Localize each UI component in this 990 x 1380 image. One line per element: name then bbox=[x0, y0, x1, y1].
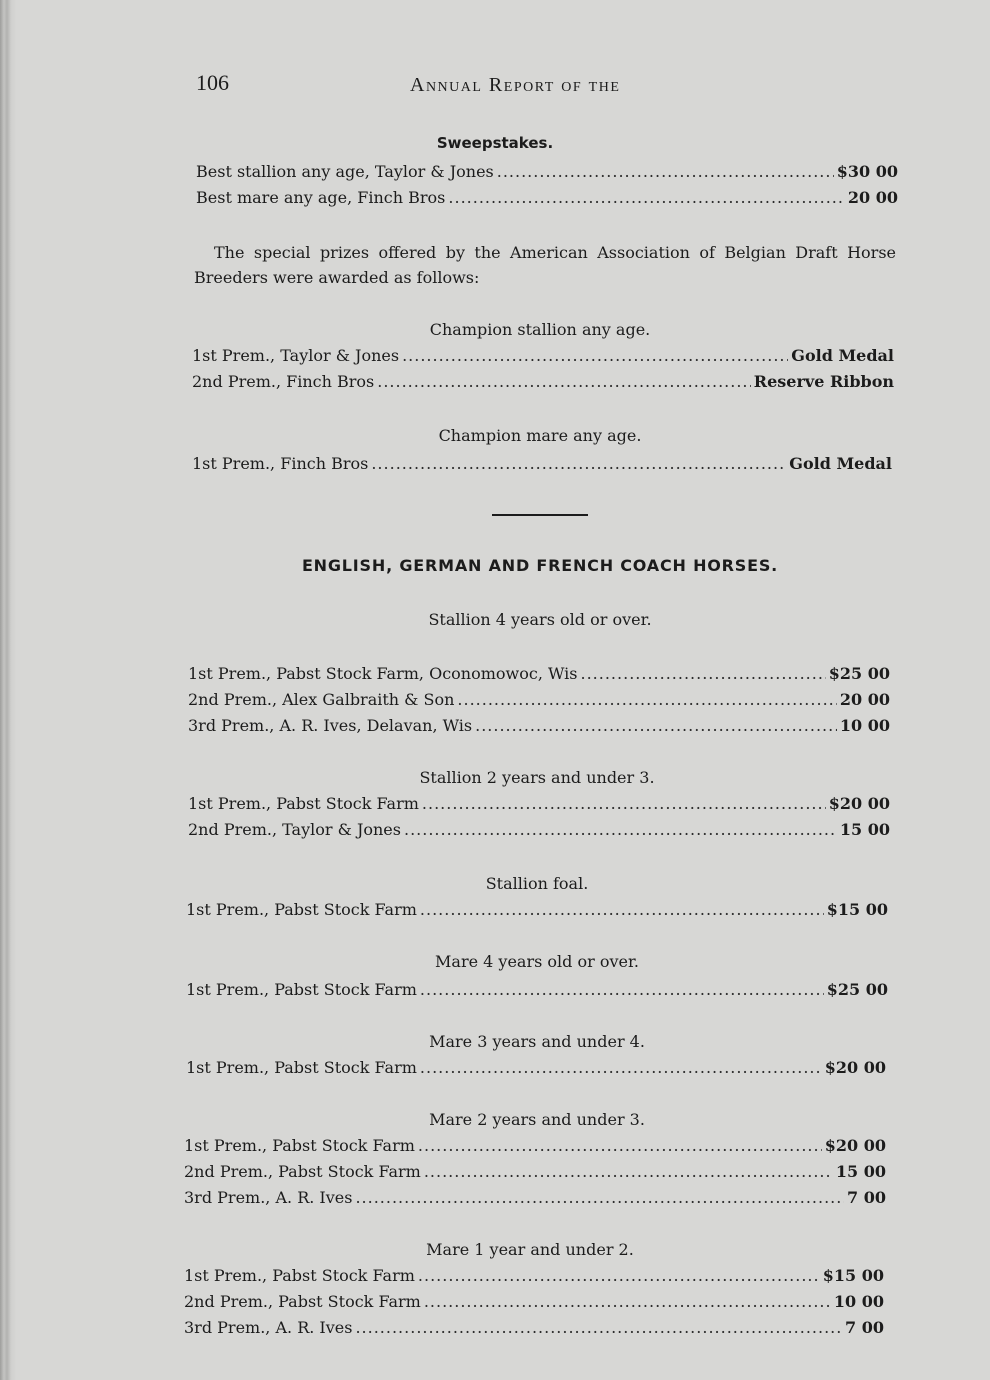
row-label: 3rd Prem., A. R. Ives bbox=[184, 1318, 353, 1337]
leader-dots bbox=[424, 1292, 831, 1311]
row-label: 2nd Prem., Pabst Stock Farm bbox=[184, 1162, 421, 1181]
row-amount: 10 00 bbox=[833, 1292, 884, 1311]
row-label: 1st Prem., Pabst Stock Farm bbox=[186, 980, 417, 999]
row-amount: 7 00 bbox=[845, 1318, 884, 1337]
row-amount: 10 00 bbox=[839, 716, 890, 735]
row-label: 3rd Prem., A. R. Ives bbox=[184, 1188, 353, 1207]
champion-mare-heading: Champion mare any age. bbox=[438, 426, 642, 445]
champion-stallion-row bbox=[192, 372, 894, 391]
row-amount: 15 00 bbox=[835, 1162, 886, 1181]
leader-dots bbox=[355, 1188, 844, 1207]
row-amount: 7 00 bbox=[847, 1188, 886, 1207]
stallion-4-row bbox=[188, 716, 890, 735]
leader-dots bbox=[448, 188, 845, 207]
stallion-2-row bbox=[188, 794, 890, 813]
sweepstakes-heading: Sweepstakes. bbox=[436, 134, 554, 152]
row-amount: $20 00 bbox=[828, 794, 890, 813]
sweepstakes-row bbox=[196, 162, 898, 181]
row-label: 2nd Prem., Finch Bros bbox=[192, 372, 375, 391]
leader-dots bbox=[420, 900, 824, 919]
leader-dots bbox=[422, 794, 826, 813]
row-amount: 15 00 bbox=[839, 820, 890, 839]
leader-dots bbox=[402, 346, 788, 365]
row-label: 1st Prem., Pabst Stock Farm bbox=[186, 1058, 417, 1077]
mare-4-heading: Mare 4 years old or over. bbox=[435, 952, 639, 971]
row-amount: Gold Medal bbox=[789, 454, 892, 473]
mare-1-row bbox=[184, 1318, 884, 1337]
row-amount: $20 00 bbox=[824, 1058, 886, 1077]
page-number: 106 bbox=[196, 70, 229, 95]
mare-3-row bbox=[186, 1058, 886, 1077]
leader-dots bbox=[424, 1162, 833, 1181]
row-label: Best mare any age, Finch Bros bbox=[196, 188, 446, 207]
stallion-foal-heading: Stallion foal. bbox=[485, 874, 589, 893]
mare-3-heading: Mare 3 years and under 4. bbox=[429, 1032, 645, 1051]
leader-dots bbox=[497, 162, 834, 181]
row-amount: $25 00 bbox=[828, 664, 890, 683]
mare-1-heading: Mare 1 year and under 2. bbox=[426, 1240, 634, 1259]
leader-dots bbox=[457, 690, 836, 709]
row-amount: $15 00 bbox=[822, 1266, 884, 1285]
row-label: 1st Prem., Pabst Stock Farm bbox=[184, 1266, 415, 1285]
leader-dots bbox=[420, 980, 824, 999]
row-label: 1st Prem., Pabst Stock Farm bbox=[186, 900, 417, 919]
mare-1-row bbox=[184, 1292, 884, 1311]
row-label: Best stallion any age, Taylor & Jones bbox=[196, 162, 494, 181]
row-label: 1st Prem., Finch Bros bbox=[192, 454, 369, 473]
mare-2-row bbox=[184, 1162, 886, 1181]
mare-2-heading: Mare 2 years and under 3. bbox=[429, 1110, 645, 1129]
stallion-2-row bbox=[188, 820, 890, 839]
stallion-4-heading: Stallion 4 years old or over. bbox=[428, 610, 652, 629]
mare-1-row bbox=[184, 1266, 884, 1285]
mare-4-row bbox=[186, 980, 888, 999]
mare-2-row bbox=[184, 1136, 886, 1155]
row-label: 1st Prem., Pabst Stock Farm bbox=[188, 794, 419, 813]
row-label: 3rd Prem., A. R. Ives, Delavan, Wis bbox=[188, 716, 473, 735]
stallion-4-row bbox=[188, 664, 890, 683]
champion-stallion-heading: Champion stallion any age. bbox=[429, 320, 651, 339]
leader-dots bbox=[404, 820, 837, 839]
leader-dots bbox=[475, 716, 837, 735]
row-label: 1st Prem., Pabst Stock Farm bbox=[184, 1136, 415, 1155]
row-amount: $15 00 bbox=[826, 900, 888, 919]
special-prizes-paragraph: The special prizes offered by the American Association of Belgian Draft Horse Breeders were awarded as follows: bbox=[194, 243, 896, 287]
sweepstakes-row bbox=[196, 188, 898, 207]
row-label: 2nd Prem., Taylor & Jones bbox=[188, 820, 401, 839]
row-amount: $30 00 bbox=[836, 162, 898, 181]
row-amount: Gold Medal bbox=[791, 346, 894, 365]
section-divider bbox=[492, 514, 588, 516]
row-label: 1st Prem., Taylor & Jones bbox=[192, 346, 400, 365]
row-label: 1st Prem., Pabst Stock Farm, Oconomowoc, Wis bbox=[188, 664, 578, 683]
running-head: Annual Report of the bbox=[410, 74, 621, 96]
leader-dots bbox=[418, 1266, 820, 1285]
leader-dots bbox=[377, 372, 751, 391]
row-amount: Reserve Ribbon bbox=[753, 372, 894, 391]
row-amount: $25 00 bbox=[826, 980, 888, 999]
leader-dots bbox=[355, 1318, 842, 1337]
stallion-2-heading: Stallion 2 years and under 3. bbox=[419, 768, 655, 787]
row-amount: $20 00 bbox=[824, 1136, 886, 1155]
stallion-foal-row bbox=[186, 900, 888, 919]
leader-dots bbox=[581, 664, 826, 683]
mare-2-row bbox=[184, 1188, 886, 1207]
row-label: 2nd Prem., Pabst Stock Farm bbox=[184, 1292, 421, 1311]
row-label: 2nd Prem., Alex Galbraith & Son bbox=[188, 690, 455, 709]
champion-mare-row bbox=[192, 454, 892, 473]
leader-dots bbox=[371, 454, 786, 473]
stallion-4-row bbox=[188, 690, 890, 709]
row-amount: 20 00 bbox=[847, 188, 898, 207]
champion-stallion-row bbox=[192, 346, 894, 365]
coach-section-title: ENGLISH, GERMAN AND FRENCH COACH HORSES. bbox=[301, 556, 779, 575]
leader-dots bbox=[418, 1136, 822, 1155]
leader-dots bbox=[420, 1058, 822, 1077]
row-amount: 20 00 bbox=[839, 690, 890, 709]
